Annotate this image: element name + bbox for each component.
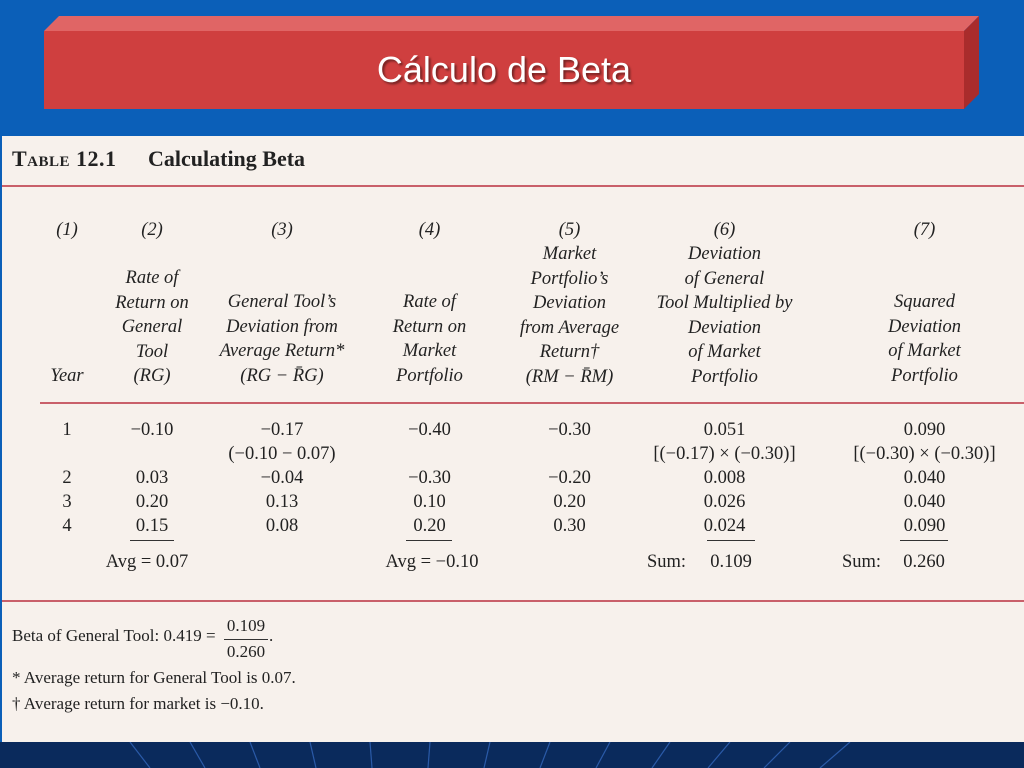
underline-rm <box>406 540 452 541</box>
row2-rm: −0.30 <box>408 468 451 488</box>
table-number: Table 12.1 <box>12 146 117 171</box>
row4-rg: 0.15 <box>135 516 169 536</box>
row3-rg: 0.20 <box>135 492 169 512</box>
row1-product: 0.051 <box>703 420 746 440</box>
bottom-rule <box>2 600 1024 602</box>
col-number-4: (4) <box>418 220 441 240</box>
top-rule <box>2 185 1024 187</box>
col-number-7: (7) <box>913 220 936 240</box>
sum-label-product: Sum: <box>647 552 687 572</box>
row1-product-note: [(−0.17) × (−0.30)] <box>653 444 796 464</box>
row4-year: 4 <box>62 516 72 536</box>
col-number-5: (5) <box>558 220 581 240</box>
beta-denominator: 0.260 <box>226 642 266 661</box>
row1-dev-g: −0.17 <box>260 420 304 440</box>
underline-rg <box>130 540 174 541</box>
header-rate-market: Rate of Return on Market Portfolio <box>392 292 467 386</box>
beta-numerator: 0.109 <box>226 616 266 635</box>
title-banner <box>44 16 964 109</box>
sum-label-squared: Sum: <box>842 552 882 572</box>
footer-band <box>0 742 1024 768</box>
col-number-2: (2) <box>141 220 163 240</box>
row4-dev-g: 0.08 <box>265 516 299 536</box>
row3-squared: 0.040 <box>903 492 946 512</box>
footer-pattern <box>0 742 1024 768</box>
row1-dev-g-note: (−0.10 − 0.07) <box>228 444 336 464</box>
col-number-3: (3) <box>271 220 293 240</box>
row1-rm: −0.40 <box>408 420 451 440</box>
row3-dev-g: 0.13 <box>265 492 299 512</box>
header-product: Deviation of General Tool Multiplied by Deviation of Market Portfolio <box>656 244 793 387</box>
sum-squared: 0.260 <box>903 552 945 572</box>
row2-product: 0.008 <box>703 468 746 488</box>
avg-rm: Avg = −0.10 <box>385 552 479 572</box>
row2-year: 2 <box>62 468 72 488</box>
header-rate-general: Rate of Return on General Tool (RG) <box>115 268 189 386</box>
header-rule <box>40 402 1024 404</box>
row4-squared: 0.090 <box>903 516 946 536</box>
beta-suffix: . <box>269 626 274 645</box>
row1-squared-note: [(−0.30) × (−0.30)] <box>853 444 996 464</box>
row2-squared: 0.040 <box>903 468 946 488</box>
row3-dev-m: 0.20 <box>553 492 586 512</box>
avg-rg: Avg = 0.07 <box>105 552 189 572</box>
row2-dev-m: −0.20 <box>548 468 591 488</box>
row3-product: 0.026 <box>703 492 746 512</box>
col-number-1: (1) <box>56 220 78 240</box>
row3-year: 3 <box>62 492 72 512</box>
row1-rg: −0.10 <box>130 420 174 440</box>
row4-dev-m: 0.30 <box>553 516 586 536</box>
footnote-dagger: † Average return for market is −0.10. <box>12 694 264 713</box>
sum-product: 0.109 <box>710 552 752 572</box>
row1-squared: 0.090 <box>903 420 946 440</box>
col-number-6: (6) <box>713 220 736 240</box>
row2-dev-g: −0.04 <box>260 468 304 488</box>
table-title: Calculating Beta <box>148 146 306 171</box>
row4-rm: 0.20 <box>413 516 446 536</box>
row3-rm: 0.10 <box>413 492 446 512</box>
header-year: Year <box>50 366 84 386</box>
row1-dev-m: −0.30 <box>548 420 591 440</box>
row1-year: 1 <box>62 420 72 440</box>
header-deviation-market: Market Portfolio’s Deviation from Average Return† (RM − R̄M) <box>519 244 620 387</box>
slide-title: Cálculo de Beta <box>376 49 632 90</box>
underline-squared <box>900 540 948 541</box>
header-deviation-general: General Tool’s Deviation from Average Return* (RG − R̄G) <box>219 292 345 386</box>
header-squared: Squared Deviation of Market Portfolio <box>888 292 961 386</box>
row4-product: 0.024 <box>703 516 746 536</box>
underline-product <box>707 540 755 541</box>
footnote-star: * Average return for General Tool is 0.07. <box>12 668 296 687</box>
row2-rg: 0.03 <box>135 468 169 488</box>
table-page <box>2 136 1024 742</box>
beta-formula-prefix: Beta of General Tool: 0.419 = <box>12 626 216 645</box>
beta-fraction-bar <box>224 639 268 640</box>
